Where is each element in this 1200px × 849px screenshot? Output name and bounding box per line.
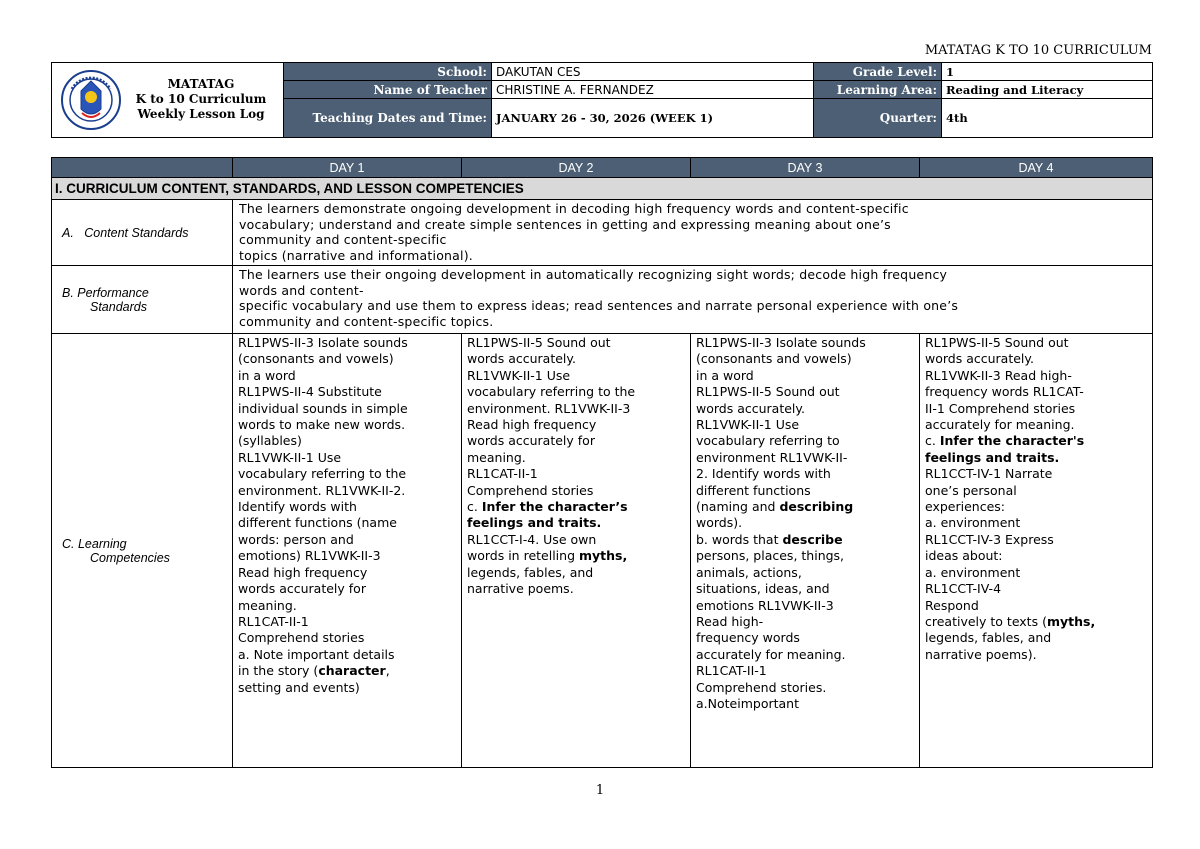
competency-line: RL1PWS-II-5 Sound out xyxy=(925,335,1069,350)
page-number: 1 xyxy=(595,783,605,798)
competency-emphasis: Infer the character's xyxy=(939,433,1085,449)
competency-line xyxy=(696,532,914,548)
day-3-competencies xyxy=(691,334,920,768)
competency-text: c. xyxy=(467,499,482,515)
content-standards-title: Content Standards xyxy=(84,225,189,240)
day-2-competencies xyxy=(462,334,691,768)
day-4-header: DAY 4 xyxy=(920,158,1153,178)
section-row xyxy=(52,178,1153,200)
day-1-competencies xyxy=(233,334,462,768)
competency-line: accurately for meaning. xyxy=(925,417,1075,433)
school-label: School: xyxy=(284,63,492,81)
competency-line: (consonants and vowels) xyxy=(238,351,394,367)
competency-line: narrative poems). xyxy=(925,646,1037,662)
competency-line: a. environment xyxy=(925,515,1021,531)
competency-line: 2. Identify words with xyxy=(696,466,831,482)
competency-text: (naming and xyxy=(696,499,780,515)
dates-label: Teaching Dates and Time: xyxy=(284,99,492,138)
competency-line: RL1CCT-IV-3 Express xyxy=(925,531,1054,547)
competency-line: animals, actions, xyxy=(696,564,802,580)
lesson-log-table xyxy=(51,157,1153,768)
competency-line: vocabulary referring to the xyxy=(467,384,636,400)
competency-line: a. environment xyxy=(925,564,1021,580)
competency-emphasis: Infer the character’s xyxy=(481,499,628,515)
competency-line xyxy=(925,450,1147,466)
competency-line: situations, ideas, and xyxy=(696,581,830,597)
competency-line: frequency words xyxy=(696,630,800,646)
competency-emphasis: describe xyxy=(782,531,843,547)
learning-competencies-row xyxy=(52,334,1153,768)
content-standards-label xyxy=(52,200,233,266)
competency-line xyxy=(467,515,685,531)
competency-line: RL1VWK-II-1 Use xyxy=(467,367,571,383)
content-standards-line: vocabulary; understand and create simple sentences in getting and expressing meaning about one’s xyxy=(239,216,891,232)
competency-line: Read high frequency xyxy=(238,564,368,580)
competency-line: persons, places, things, xyxy=(696,548,845,564)
competency-line: words to make new words. xyxy=(238,417,406,433)
day-2-header: DAY 2 xyxy=(462,158,691,178)
competency-line xyxy=(925,614,1147,630)
competency-emphasis: myths, xyxy=(1046,613,1096,629)
quarter-value: 4th xyxy=(942,99,1153,138)
competency-line: environment. RL1VWK-II-2. xyxy=(238,482,406,498)
competency-line: setting and events) xyxy=(238,679,360,695)
competency-line: Read high- xyxy=(696,613,764,629)
content-standards-line: community and content-specific xyxy=(239,232,447,247)
competency-text: important xyxy=(737,695,799,711)
curriculum-tag: MATATAG K TO 10 CURRICULUM xyxy=(924,43,1152,58)
logo-line-1: MATATAG xyxy=(167,77,235,91)
day-3-header: DAY 3 xyxy=(691,158,920,178)
corner-cell xyxy=(52,158,233,178)
competency-line: one’s personal xyxy=(925,482,1017,498)
competency-line: RL1PWS-II-5 Sound out xyxy=(696,384,840,400)
learning-competencies-label xyxy=(52,334,233,768)
competency-line: words accurately. xyxy=(696,400,805,416)
competency-line: legends, fables, and xyxy=(925,630,1052,646)
competency-line: Respond xyxy=(925,597,979,613)
competency-line: RL1VWK-II-1 Use xyxy=(696,417,800,433)
competency-line: words). xyxy=(696,515,743,531)
competency-line: words accurately. xyxy=(925,351,1034,367)
competency-line: accurately for meaning. xyxy=(696,646,846,662)
competency-line: experiences: xyxy=(925,499,1006,515)
competency-line: emotions RL1VWK-II-3 xyxy=(696,597,834,613)
competency-line: Comprehend stories. xyxy=(696,679,827,695)
competency-text: b. words that xyxy=(696,531,783,547)
competency-emphasis: character xyxy=(318,663,386,679)
day-4-competencies xyxy=(920,334,1153,768)
competency-line xyxy=(238,663,456,679)
logo-text xyxy=(120,77,282,122)
competency-line: a. Note important details xyxy=(238,646,395,662)
competency-line: RL1PWS-II-5 Sound out xyxy=(467,335,611,350)
competency-line: ideas about: xyxy=(925,548,1003,564)
competency-line: RL1CCT-I-4. Use own xyxy=(467,531,597,547)
competency-text: creatively to texts ( xyxy=(925,613,1047,629)
competency-line: vocabulary referring to xyxy=(696,433,840,449)
competency-line: words accurately for xyxy=(467,433,595,449)
day-header-row xyxy=(52,158,1153,178)
competency-line: legends, fables, and xyxy=(467,564,594,580)
competency-line: II-1 Comprehend stories xyxy=(925,400,1076,416)
learning-area-label: Learning Area: xyxy=(814,81,942,99)
competency-line: (syllables) xyxy=(238,433,302,449)
competency-line: words: person and xyxy=(238,531,354,547)
competency-line: words accurately. xyxy=(467,351,576,367)
competency-text: in the story ( xyxy=(238,663,319,679)
performance-standards-line: specific vocabulary and use them to express ideas; read sentences and narrate personal experience with one’s xyxy=(239,298,959,313)
competency-line: in a word xyxy=(696,367,754,383)
competency-line xyxy=(467,548,685,564)
content-standards-line: topics (narrative and informational). xyxy=(239,247,473,263)
competency-text: a. xyxy=(696,695,708,711)
competency-line: meaning. xyxy=(467,449,526,465)
content-standards-letter: A. xyxy=(62,225,74,240)
competency-emphasis: describing xyxy=(779,499,854,515)
grade-level-value: 1 xyxy=(942,63,1153,81)
quarter-label: Quarter: xyxy=(814,99,942,138)
competency-line: words accurately for xyxy=(238,581,366,597)
competency-emphasis: myths, xyxy=(578,548,628,564)
performance-standards-title: B. Performance xyxy=(62,285,149,300)
content-standards-text xyxy=(233,200,1153,266)
learning-competencies-title: C. Learning xyxy=(62,536,127,551)
teacher-label: Name of Teacher xyxy=(284,81,492,99)
learning-area-value: Reading and Literacy xyxy=(942,81,1153,99)
competency-line: RL1VWK-II-3 Read high- xyxy=(925,367,1072,383)
competency-line: RL1PWS-II-3 Isolate sounds xyxy=(238,335,408,350)
deped-seal-icon xyxy=(60,69,122,131)
competency-line: RL1CCT-IV-4 xyxy=(925,581,1002,597)
teacher-value: CHRISTINE A. FERNANDEZ xyxy=(492,81,814,99)
performance-standards-line: community and content-specific topics. xyxy=(239,313,494,329)
competency-line: Comprehend stories xyxy=(467,482,594,498)
competency-line xyxy=(696,499,914,515)
competency-line: emotions) RL1VWK-II-3 xyxy=(238,548,381,564)
competency-line: Read high frequency xyxy=(467,417,597,433)
competency-line: Comprehend stories xyxy=(238,630,365,646)
competency-line: RL1PWS-II-3 Isolate sounds xyxy=(696,335,866,350)
performance-standards-text xyxy=(233,266,1153,334)
logo-line-3: Weekly Lesson Log xyxy=(137,107,265,121)
competency-line: RL1CAT-II-1 xyxy=(238,613,309,629)
competency-line: RL1PWS-II-4 Substitute xyxy=(238,384,382,400)
logo-line-2: K to 10 Curriculum xyxy=(135,92,267,106)
dates-value: JANUARY 26 - 30, 2026 (WEEK 1) xyxy=(492,99,814,138)
content-standards-row xyxy=(52,200,1153,266)
competency-line: RL1CAT-II-1 xyxy=(467,466,538,482)
competency-line: environment. RL1VWK-II-3 xyxy=(467,400,631,416)
lesson-log-header xyxy=(51,62,1153,138)
performance-standards-line: The learners use their ongoing development in automatically recognizing sight words; decode high frequency xyxy=(239,267,948,282)
performance-standards-label xyxy=(52,266,233,334)
competency-line: (consonants and vowels) xyxy=(696,351,852,367)
competency-line xyxy=(467,499,685,515)
competency-line: RL1CAT-II-1 xyxy=(696,663,767,679)
competency-line: frequency words RL1CAT- xyxy=(925,384,1084,400)
school-value: DAKUTAN CES xyxy=(492,63,814,81)
competency-emphasis: feelings and traits. xyxy=(925,449,1060,465)
logo-cell xyxy=(52,63,284,138)
competency-emphasis: feelings and traits. xyxy=(467,515,602,531)
day-1-header: DAY 1 xyxy=(233,158,462,178)
competency-line: Identify words with xyxy=(238,499,357,515)
competency-line xyxy=(696,696,881,712)
learning-competencies-title-2: Competencies xyxy=(90,550,170,565)
competency-text: , xyxy=(385,663,390,679)
content-standards-line: The learners demonstrate ongoing development in decoding high frequency words and content-specific xyxy=(239,201,909,216)
grade-level-label: Grade Level: xyxy=(814,63,942,81)
performance-standards-row xyxy=(52,266,1153,334)
competency-line: individual sounds in simple xyxy=(238,400,408,416)
section-title: I. CURRICULUM CONTENT, STANDARDS, AND LESSON COMPETENCIES xyxy=(52,178,1153,200)
competency-line: different functions (name xyxy=(238,515,397,531)
competency-line xyxy=(925,433,1147,449)
competency-text: words in retelling xyxy=(467,548,579,564)
competency-line: RL1CCT-IV-1 Narrate xyxy=(925,466,1053,482)
competency-line: vocabulary referring to the xyxy=(238,466,407,482)
competency-text: Note xyxy=(707,695,738,711)
performance-standards-title-2: Standards xyxy=(90,299,147,314)
performance-standards-line: words and content- xyxy=(239,282,364,298)
competency-line: environment RL1VWK-II- xyxy=(696,449,848,465)
competency-line: RL1VWK-II-1 Use xyxy=(238,449,342,465)
competency-line: in a word xyxy=(238,367,296,383)
competency-line: meaning. xyxy=(238,597,297,613)
competency-line: different functions xyxy=(696,482,811,498)
competency-text: c. xyxy=(925,433,940,449)
competency-line: narrative poems. xyxy=(467,581,574,597)
